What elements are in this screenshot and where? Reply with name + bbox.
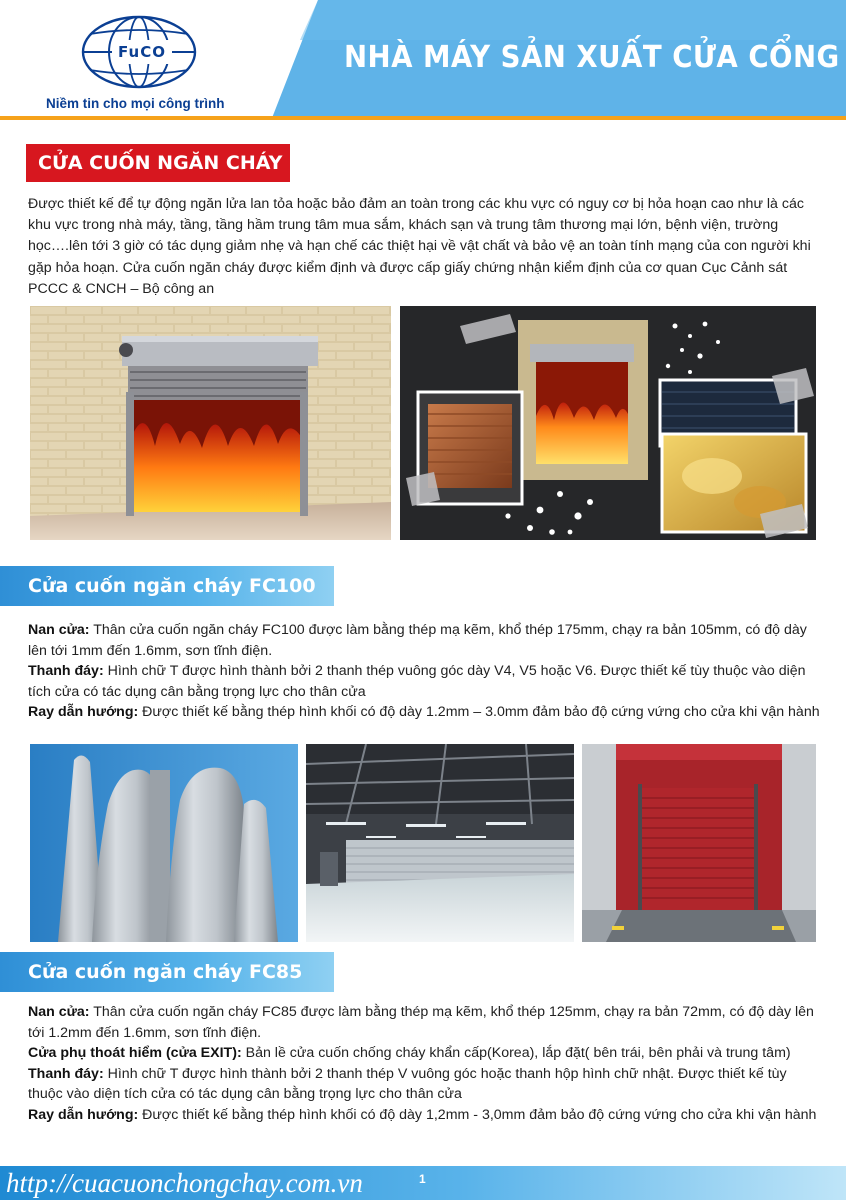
- spec-text: Thân cửa cuốn ngăn cháy FC100 được làm bằng thép mạ kẽm, khổ thép 175mm, chạy ra bản 105mm, có độ dày lên tới 1mm đến 1.6mm, sơn tĩnh điện.: [28, 622, 807, 659]
- spec-label: Ray dẫn hướng:: [28, 1106, 139, 1123]
- spec-item: [28, 1105, 824, 1126]
- company-logo: [28, 14, 268, 110]
- spec-text: Bản lề cửa cuốn chống cháy khẩn cấp(Korea), lắp đặt( bên trái, bên phải và trung tâm): [241, 1045, 791, 1062]
- spec-text: Được thiết kế bằng thép hình khối có độ dày 1,2mm - 3,0mm đảm bảo độ cứng vứng cho cửa khi vận hành: [138, 1106, 817, 1123]
- header-divider: [0, 116, 846, 120]
- page-footer: [0, 1166, 846, 1200]
- spec-item: [28, 620, 824, 661]
- logo-text: FuCO: [112, 40, 172, 64]
- spec-text: Thân cửa cuốn ngăn cháy FC85 được làm bằng thép mạ kẽm, khổ thép 125mm, chạy ra bản 72mm, có độ dày lên tới 1.2mm đến 1.6mm, sơn tĩnh điện.: [28, 1004, 814, 1041]
- spec-item: [28, 661, 824, 702]
- spec-text: Hình chữ T được hình thành bởi 2 thanh thép vuông góc dày V4, V5 hoặc V6. Được thiết kế tùy thuộc vào diện tích cửa có tác dụng cân bằng trọng lực cho thân cửa: [28, 663, 806, 700]
- page-number: 1: [419, 1172, 426, 1186]
- spec-text: Hình chữ T được hình thành bởi 2 thanh thép V vuông góc hoặc thanh hộp hình chữ nhật. Được thiết kế tùy thuộc vào diện tích cửa có tác dụng cân bằng trọng lực cho thân cửa: [28, 1065, 787, 1103]
- spec-text: Được thiết kế bằng thép hình khối có độ dày 1.2mm – 3.0mm đảm bảo độ cứng vứng cho cửa khi vận hành: [138, 704, 820, 721]
- page-title: NHÀ MÁY SẢN XUẤT CỬA CỔNG: [344, 40, 840, 75]
- fire-shutter-collage-image: [400, 306, 816, 540]
- spec-label: Nan cửa:: [28, 1004, 90, 1020]
- warehouse-shutter-image: [306, 744, 574, 942]
- fc100-spec-list: [28, 620, 824, 723]
- spec-label: Thanh đáy:: [28, 1065, 104, 1082]
- red-building-shutter-image: [582, 744, 816, 942]
- spec-item: [28, 1043, 824, 1064]
- intro-paragraph: Được thiết kế để tự động ngăn lửa lan tỏa hoặc bảo đảm an toàn trong các khu vực có nguy cơ bị hỏa hoạn cao như là các khu vực trong nhà máy, tầng, tầng hầm trung tâm mua sắm, khách sạn và trung tâm thương mại lớn, bệnh viện, trường học….lên tới 3 giờ có tác dụng giảm nhẹ và hạn chế các thiệt hại về vật chất và bảo vệ an toàn tính mạng của con người khi gặp hỏa hoạn. Cửa cuốn ngăn cháy được kiểm định và được cấp giấy chứng nhận kiểm định của cơ quan Cục Cảnh sát PCCC & CNCH – Bộ công an: [28, 196, 811, 297]
- section-title-fire-shutter: CỬA CUỐN NGĂN CHÁY: [26, 144, 290, 182]
- spec-item: [28, 1064, 824, 1105]
- spec-label: Cửa phụ thoát hiểm (cửa EXIT):: [28, 1045, 242, 1062]
- fc85-spec-list: [28, 1002, 824, 1126]
- spec-item: [28, 1002, 824, 1043]
- section-title-fc100: Cửa cuốn ngăn cháy FC100: [0, 566, 334, 606]
- page-header: [0, 0, 846, 120]
- logo-tagline: Niềm tin cho mọi công trình: [46, 96, 225, 111]
- spec-label: Thanh đáy:: [28, 663, 104, 680]
- fire-shutter-brick-wall-image: [30, 306, 391, 540]
- section-title-fc85: Cửa cuốn ngăn cháy FC85: [0, 952, 334, 992]
- spec-item: [28, 702, 824, 723]
- spec-label: Nan cửa:: [28, 622, 90, 638]
- spec-label: Ray dẫn hướng:: [28, 704, 139, 721]
- shutter-slat-profile-image: [30, 744, 298, 942]
- website-link[interactable]: http://cuacuonchongchay.com.vn: [6, 1168, 363, 1198]
